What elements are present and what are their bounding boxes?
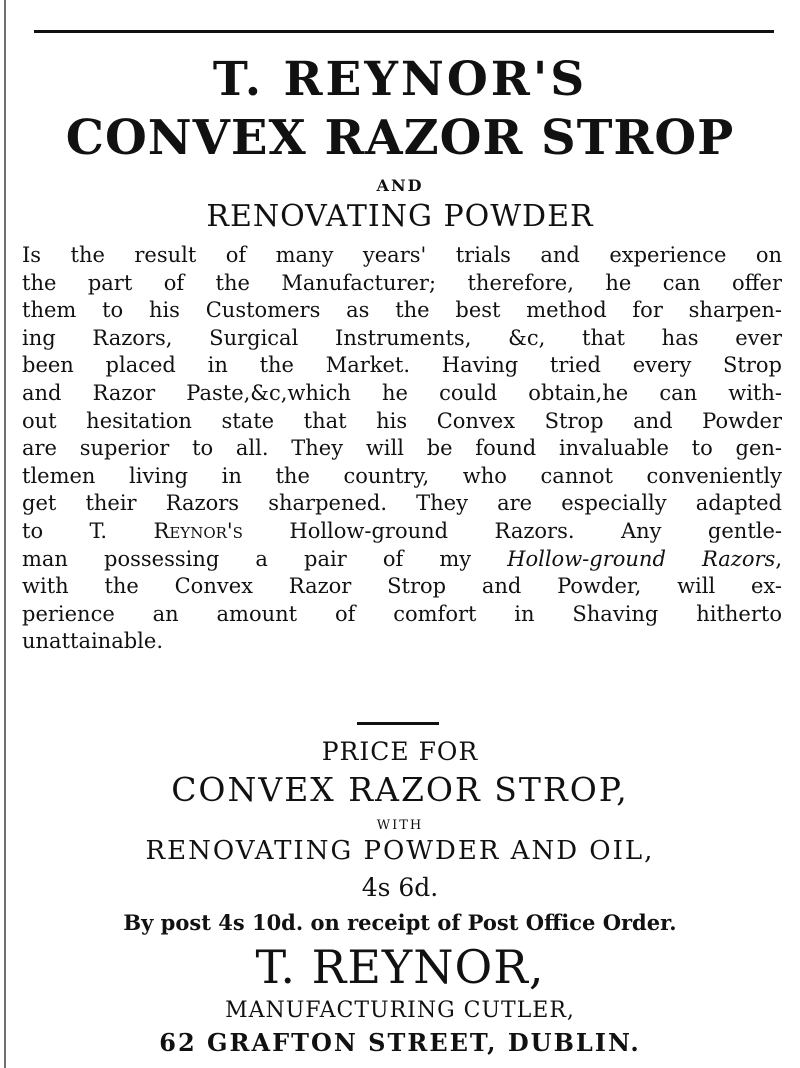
section-divider bbox=[357, 722, 439, 725]
body-line: with the Convex Razor Strop and Powder, will ex- bbox=[22, 574, 782, 599]
with-connector: WITH bbox=[376, 818, 424, 833]
body-line: perience an amount of comfort in Shaving hitherto bbox=[22, 601, 782, 626]
subtitle: RENOVATING POWDER bbox=[206, 199, 594, 234]
body-line: unattainable. bbox=[22, 629, 163, 654]
body-text bbox=[22, 242, 782, 656]
body-line-reynor bbox=[22, 518, 782, 546]
reynor-small-caps: Reynor's bbox=[153, 518, 243, 543]
price-amount: 4s 6d. bbox=[361, 873, 439, 902]
body-line: been placed in the Market. Having tried every Strop bbox=[22, 353, 782, 378]
post-note: By post 4s 10d. on receipt of Post Office Order. bbox=[123, 910, 677, 935]
title-line-1: T. REYNOR'S bbox=[212, 52, 588, 107]
body-text-segment: Hollow-ground Razors. Any gentle- bbox=[242, 518, 782, 543]
seller-trade: MANUFACTURING CUTLER, bbox=[225, 998, 575, 1023]
price-heading: PRICE FOR bbox=[321, 737, 479, 766]
body-line: ing Razors, Surgical Instruments, &c, that has ever bbox=[22, 325, 782, 350]
body-line: are superior to all. They will be found invaluable to gen- bbox=[22, 436, 782, 461]
body-line: out hesitation state that his Convex Strop and Powder bbox=[22, 408, 782, 433]
body-text-segment: , bbox=[775, 546, 782, 571]
and-connector: AND bbox=[376, 176, 424, 195]
seller-name: T. REYNOR, bbox=[255, 940, 545, 994]
body-line: get their Razors sharpened. They are especially adapted bbox=[22, 491, 782, 516]
top-rule bbox=[34, 30, 774, 33]
body-text-segment: man possessing a pair of my bbox=[22, 546, 508, 571]
body-line: Is the result of many years' trials and experience on bbox=[22, 243, 782, 267]
body-line: tlemen living in the country, who cannot conveniently bbox=[22, 463, 782, 488]
body-line: and Razor Paste,&c,which he could obtain,he can with- bbox=[22, 380, 782, 405]
price-product: CONVEX RAZOR STROP, bbox=[171, 770, 629, 809]
hollow-ground-italic: Hollow-ground Razors bbox=[507, 546, 776, 571]
body-line: them to his Customers as the best method for sharpen- bbox=[22, 298, 782, 323]
body-text-segment: to T. bbox=[22, 518, 154, 543]
body-line-italic bbox=[22, 546, 782, 574]
seller-address: 62 GRAFTON STREET, DUBLIN. bbox=[159, 1028, 641, 1057]
price-extra: RENOVATING POWDER AND OIL, bbox=[145, 836, 655, 866]
title-line-2: CONVEX RAZOR STROP bbox=[65, 110, 735, 166]
body-line: the part of the Manufacturer; therefore, he can offer bbox=[22, 270, 782, 295]
